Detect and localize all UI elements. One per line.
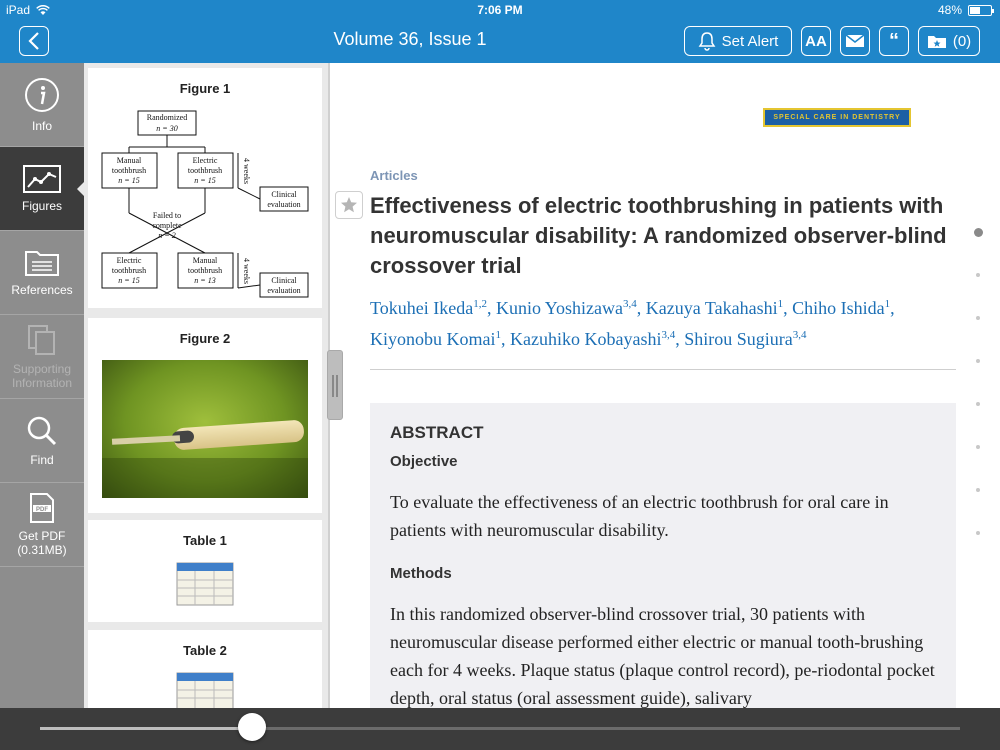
flow-manual-2: Manual	[192, 256, 218, 265]
flow-randomized-n: n = 30	[156, 124, 178, 133]
page-dot[interactable]	[976, 488, 980, 492]
cite-button[interactable]	[879, 26, 909, 56]
divider-line	[370, 369, 956, 370]
status-bar	[0, 0, 1000, 20]
search-icon	[26, 415, 58, 447]
font-size-label: AA	[805, 32, 827, 50]
page-dot[interactable]	[976, 316, 980, 320]
flow-evaluation-1: evaluation	[267, 200, 301, 209]
chevron-left-icon	[28, 32, 40, 50]
status-time: 7:06 PM	[477, 3, 523, 17]
flow-manual-1-n: n = 15	[118, 176, 140, 185]
quote-icon: “	[889, 29, 899, 52]
page-dot[interactable]	[976, 273, 980, 277]
table-2-card[interactable]	[88, 630, 322, 708]
sidebar-item-label: Get PDF (0.31MB)	[17, 528, 67, 557]
figure-2-card[interactable]	[88, 318, 322, 513]
flow-manual-1b: toothbrush	[111, 166, 147, 175]
email-button[interactable]	[840, 26, 870, 56]
flow-electric-2-n: n = 15	[118, 276, 140, 285]
page-scrubber	[0, 708, 1000, 750]
scrubber-knob[interactable]	[238, 713, 266, 741]
sidebar-item-label: References	[11, 282, 73, 297]
abstract-box	[370, 403, 956, 708]
figure-2-title: Figure 2	[179, 331, 231, 346]
methods-heading: Methods	[390, 565, 452, 582]
author-link[interactable]: Chiho Ishida$^1$	[792, 298, 891, 318]
figure-1-card[interactable]	[88, 68, 322, 308]
sidebar-item-references[interactable]	[0, 231, 84, 315]
flow-electric-2b: toothbrush	[111, 266, 147, 275]
journal-badge: SPECIAL CARE IN DENTISTRY	[763, 108, 911, 127]
flow-clinical-2: Clinical	[271, 276, 297, 285]
table-icon	[176, 672, 234, 708]
flow-failed-b: complete	[152, 221, 182, 230]
battery-fill	[970, 7, 980, 14]
figure-1-title: Figure 1	[179, 81, 231, 96]
page-dot[interactable]	[974, 228, 983, 237]
article-title: Effectiveness of electric toothbrushing in patients with neuromuscular disability: A randomized observer-blind crossover trial	[370, 193, 947, 278]
envelope-icon	[845, 34, 865, 48]
set-alert-button[interactable]	[684, 26, 792, 56]
author-link[interactable]: Kiyonobu Komai$^1$	[370, 329, 501, 349]
page-dot[interactable]	[976, 445, 980, 449]
abstract-heading: ABSTRACT	[390, 423, 484, 442]
saved-articles-button[interactable]	[918, 26, 980, 56]
page-dot[interactable]	[976, 402, 980, 406]
flow-electric-2: Electric	[116, 256, 142, 265]
pdf-icon	[29, 493, 55, 523]
methods-text: In this randomized observer-blind crossover trial, 30 patients with neuromuscular disease performed either electric or manual tooth-brushing each for 4 weeks. Plaque status (plaque control record), pe-riodontal pocket depth, oral status (oral assessment guide), salivary	[390, 604, 935, 708]
flow-weeks-2: 4 weeks	[242, 258, 251, 284]
device-name: iPad	[6, 3, 31, 17]
sidebar-item-label: Supporting Information	[11, 361, 73, 390]
flow-randomized: Randomized	[146, 113, 188, 122]
flow-manual-2b: toothbrush	[187, 266, 223, 275]
page-dot[interactable]	[976, 359, 980, 363]
flow-electric-1-n: n = 15	[194, 176, 216, 185]
battery-percent: 48%	[937, 3, 962, 17]
author-link[interactable]: Kazuya Takahashi$^1$	[645, 298, 784, 318]
section-label: Articles	[370, 168, 418, 183]
flow-manual-2-n: n = 13	[194, 276, 216, 285]
flow-failed: Failed to	[152, 211, 182, 220]
bell-icon	[698, 31, 716, 51]
author-link[interactable]: Kunio Yoshizawa$^{3,4}$	[495, 298, 637, 318]
table-2-title: Table 2	[183, 643, 227, 658]
author-link[interactable]: Shirou Sugiura$^{3,4}$	[684, 329, 807, 349]
flow-manual-1: Manual	[116, 156, 142, 165]
flow-electric-1b: toothbrush	[187, 166, 223, 175]
sidebar-item-find[interactable]	[0, 399, 84, 483]
issue-title: Volume 36, Issue 1	[333, 29, 487, 49]
sidebar-item-figures[interactable]	[0, 147, 84, 231]
objective-text: To evaluate the effectiveness of an electric toothbrush for oral care in patients with neuromuscular disability.	[390, 492, 889, 540]
back-button[interactable]	[19, 26, 49, 56]
sidebar-item-label: Find	[30, 452, 54, 467]
table-1-card[interactable]	[88, 520, 322, 622]
flow-electric-1: Electric	[192, 156, 218, 165]
flow-failed-n: n = 2	[158, 231, 176, 240]
folder-star-icon	[927, 33, 947, 49]
flow-evaluation-2: evaluation	[267, 286, 301, 295]
article-view[interactable]	[330, 63, 1000, 708]
sidebar	[0, 63, 84, 708]
chart-icon	[23, 165, 61, 193]
flowchart-figure	[88, 103, 322, 303]
panel-resize-handle[interactable]	[327, 350, 343, 420]
saved-count: (0)	[952, 32, 972, 50]
folder-icon	[24, 249, 60, 277]
author-link[interactable]: Tokuhei Ikeda$^{1,2}$	[370, 298, 487, 318]
nav-bar	[0, 20, 1000, 63]
set-alert-label: Set Alert	[721, 32, 779, 50]
author-list: Tokuhei Ikeda$^{1,2}$, Kunio Yoshizawa$^{3,4}$, Kazuya Takahashi$^1$, Chiho Ishida$^1$, Kiyonobu Komai$^1$, Kazuhiko Kobayashi$^{3,4}$, Shirou Sugiura$^{3,4}$	[370, 298, 895, 349]
pdf-badge: PDF	[36, 506, 48, 513]
copy-icon	[27, 324, 57, 356]
toothbrush-photo	[102, 360, 308, 498]
objective-heading: Objective	[390, 453, 458, 470]
page-dot[interactable]	[976, 531, 980, 535]
sidebar-item-label: Figures	[21, 198, 62, 213]
figures-panel	[84, 63, 328, 708]
table-icon	[176, 562, 234, 606]
author-link[interactable]: Kazuhiko Kobayashi$^{3,4}$	[510, 329, 676, 349]
battery-icon	[968, 5, 992, 16]
scrubber-fill	[40, 727, 252, 730]
sidebar-item-label: Info	[31, 118, 52, 133]
sidebar-item-supporting-information[interactable]	[0, 315, 84, 399]
sidebar-item-get-pdf[interactable]	[0, 483, 84, 567]
favorite-button[interactable]	[335, 191, 363, 219]
star-icon	[340, 196, 358, 214]
info-icon	[24, 77, 60, 113]
sidebar-item-info[interactable]	[0, 63, 84, 147]
flow-weeks-1: 4 weeks	[242, 158, 251, 184]
font-size-button[interactable]	[801, 26, 831, 56]
flow-clinical-1: Clinical	[271, 190, 297, 199]
table-1-title: Table 1	[183, 533, 227, 548]
